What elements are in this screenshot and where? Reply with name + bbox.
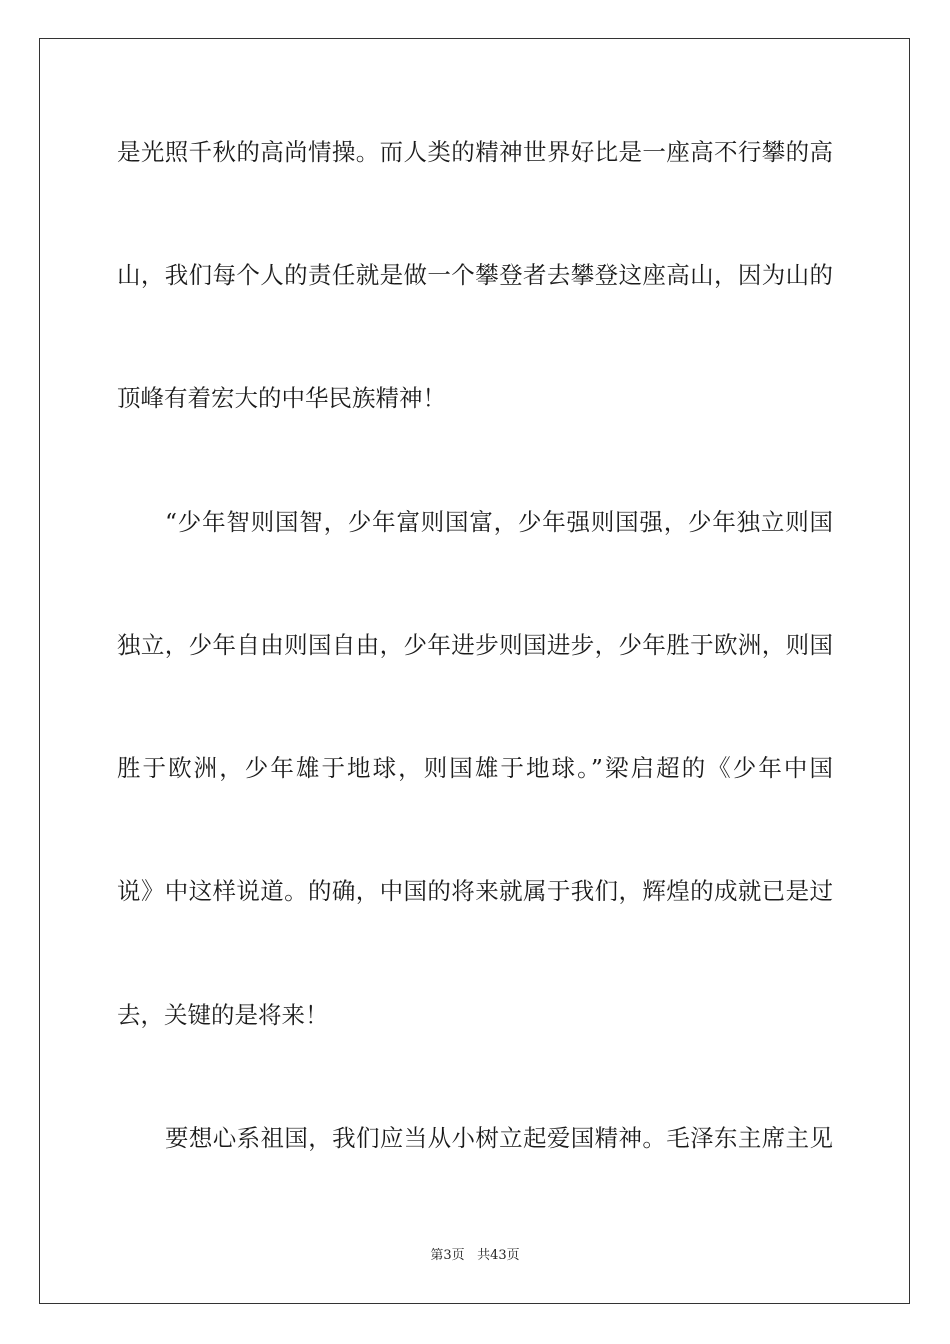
body-text-line: 去，关键的是将来！ (117, 1001, 329, 1029)
page-number: 第3页 (430, 1248, 465, 1263)
body-text-line: 是光照千秋的高尚情操。而人类的精神世界好比是一座高不行攀的高 (117, 138, 833, 166)
body-text-line: 说》中这样说道。的确，中国的将来就属于我们，辉煌的成就已是过 (117, 877, 833, 905)
page-footer (0, 1246, 950, 1266)
paragraph-start-line: 要想心系祖国，我们应当从小树立起爱国精神。毛泽东主席主见 (165, 1124, 833, 1152)
page-total: 共43页 (477, 1248, 520, 1263)
paragraph-start-line: “少年智则国智，少年富则国富，少年强则国强，少年独立则国 (165, 508, 833, 536)
body-text-line: 顶峰有着宏大的中华民族精神！ (117, 384, 446, 412)
page-border (39, 38, 910, 1304)
body-text-line: 胜于欧洲，少年雄于地球，则国雄于地球。”梁启超的《少年中国 (117, 754, 833, 782)
body-text-line: 独立，少年自由则国自由，少年进步则国进步，少年胜于欧洲，则国 (117, 631, 833, 659)
body-text-line: 山，我们每个人的责任就是做一个攀登者去攀登这座高山，因为山的 (117, 261, 833, 289)
